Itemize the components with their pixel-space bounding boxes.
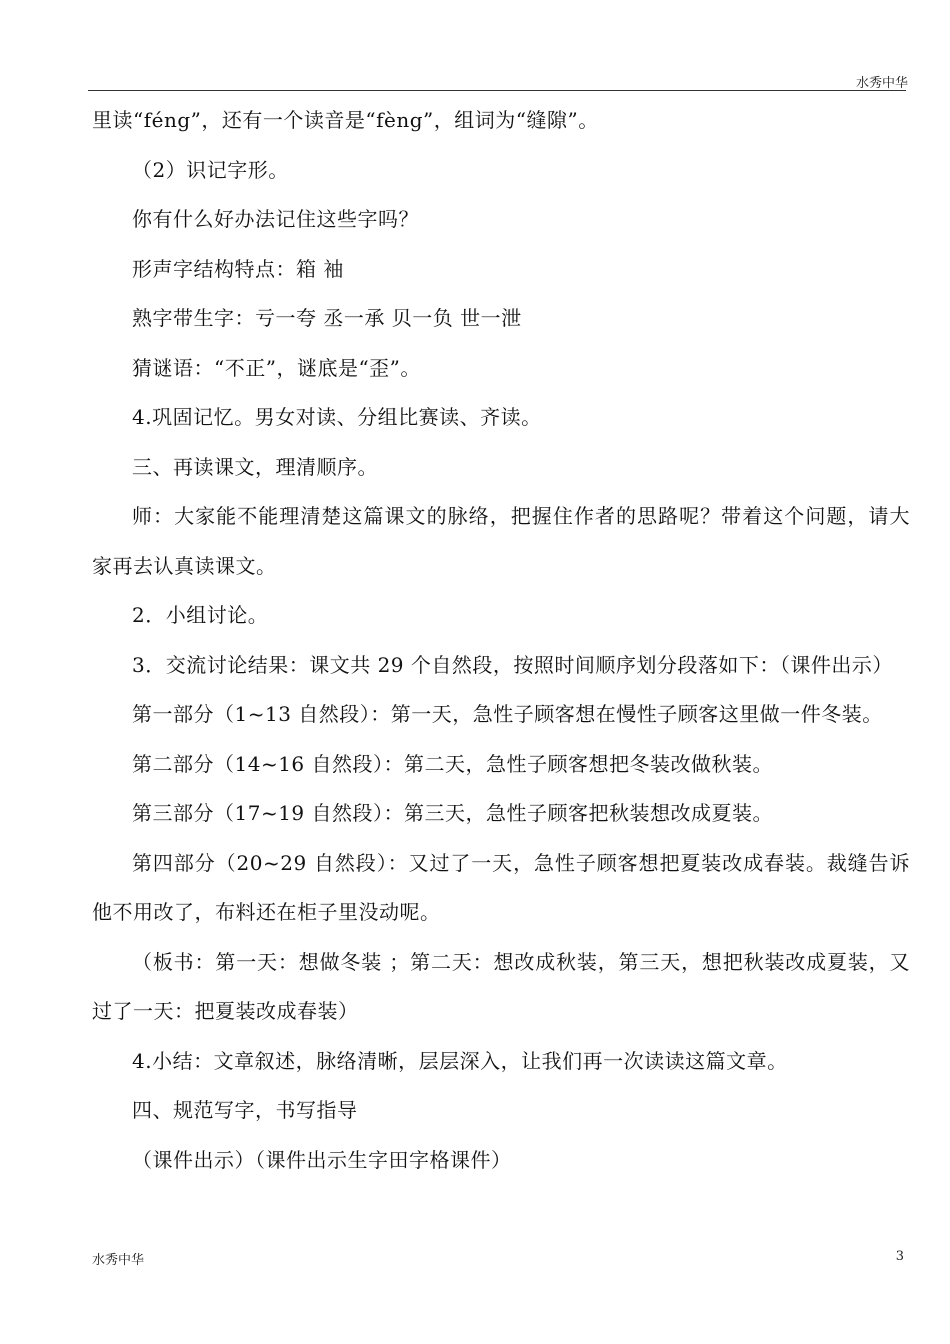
paragraph: 2．小组讨论。 xyxy=(132,603,269,627)
paragraph: 4.巩固记忆。男女对读、分组比赛读、齐读。 xyxy=(132,405,542,429)
page-header: 水秀中华 xyxy=(855,76,908,91)
paragraph: 熟字带生字：亏一夸 丞一承 贝一负 世一泄 xyxy=(132,306,522,330)
paragraph: （2）识记字形。 xyxy=(132,157,289,182)
paragraph: （课件出示）（课件出示生字田字格课件） xyxy=(132,1147,512,1172)
paragraph: 第三部分（17~19 自然段）：第三天，急性子顾客把秋装想改成夏装。 xyxy=(132,801,774,825)
paragraph: （板书：第一天：想做冬装 ；第二天：想改成秋装，第三天，想把秋装改成夏装，又过了一天：把夏装改成春装） xyxy=(92,949,910,1023)
section-heading: 三、再读课文，理清顺序。 xyxy=(132,454,378,479)
section-heading: 四、规范写字，书写指导 xyxy=(132,1098,358,1122)
paragraph: 第一部分（1~13 自然段）：第一天，急性子顾客想在慢性子顾客这里做一件冬装。 xyxy=(132,702,883,726)
paragraph-continued: 里读“féng”，还有一个读音是“fèng”，组词为“缝隙”。 xyxy=(92,108,599,132)
document-body xyxy=(92,96,910,1185)
header-divider xyxy=(88,90,906,91)
page-footer-label: 水秀中华 xyxy=(92,1253,145,1268)
paragraph: 形声字结构特点：箱 袖 xyxy=(132,256,344,281)
paragraph: 第四部分（20~29 自然段）：又过了一天，急性子顾客想把夏装改成春装。裁缝告诉他不用改了，布料还在柜子里没动呢。 xyxy=(92,850,910,924)
page-number: 3 xyxy=(895,1249,904,1264)
paragraph: 猜谜语：“不正”，谜底是“歪”。 xyxy=(132,355,421,380)
paragraph: 你有什么好办法记住这些字吗？ xyxy=(132,207,419,231)
paragraph: 第二部分（14~16 自然段）：第二天，急性子顾客想把冬装改做秋装。 xyxy=(132,751,774,776)
paragraph: 3．交流讨论结果：课文共 29 个自然段，按照时间顺序划分段落如下：（课件出示） xyxy=(132,652,893,677)
paragraph: 4.小结：文章叙述，脉络清晰，层层深入，让我们再一次读读这篇文章。 xyxy=(132,1048,788,1073)
paragraph: 师：大家能不能理清楚这篇课文的脉络，把握住作者的思路呢？带着这个问题，请大家再去认真读课文。 xyxy=(92,504,910,578)
